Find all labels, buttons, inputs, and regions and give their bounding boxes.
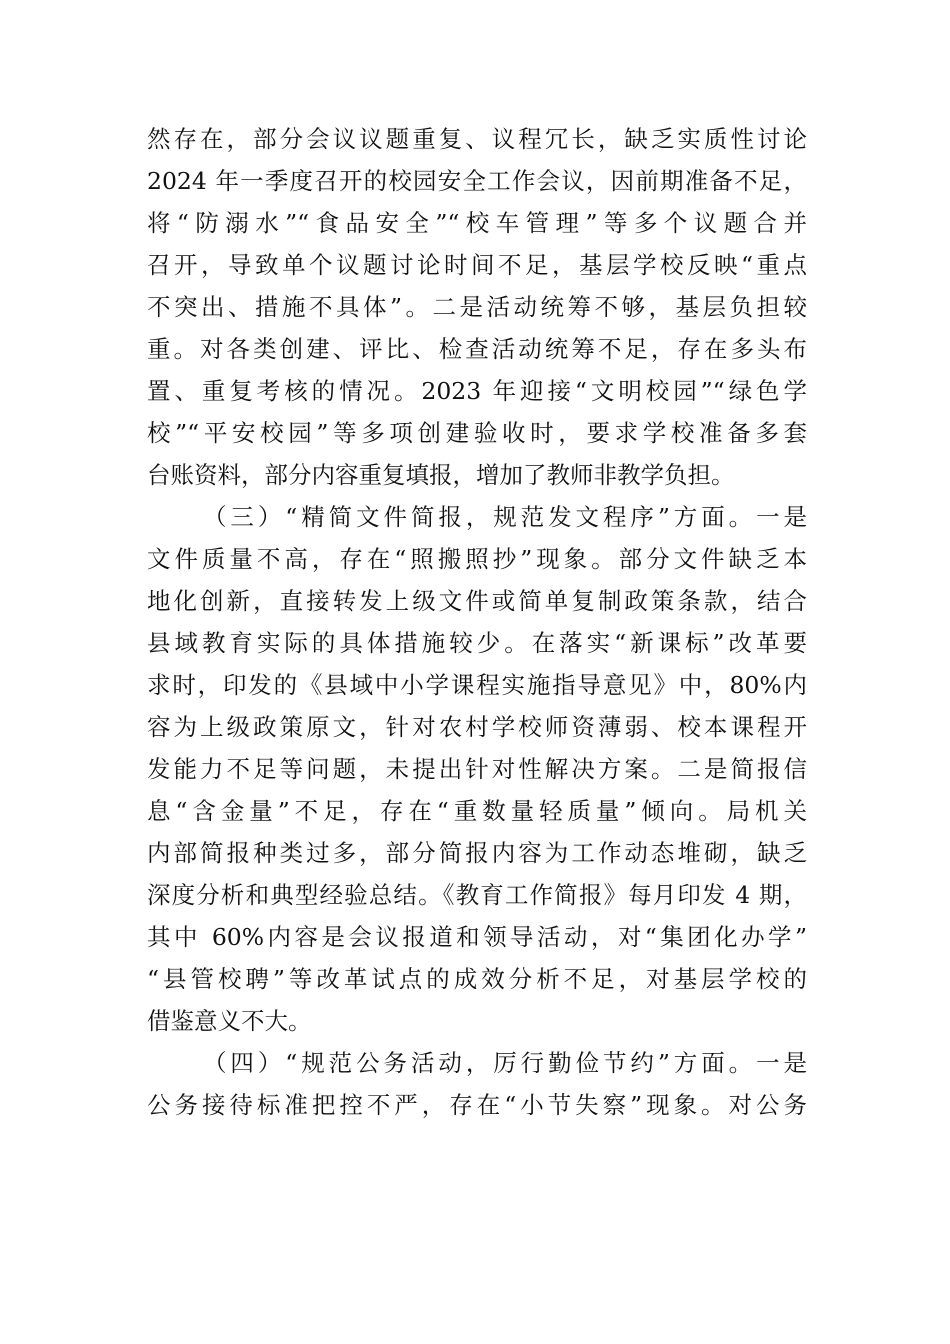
text-line: 不突出、措施不具体”。二是活动统筹不够，基层负担较 (147, 293, 807, 321)
text-line: 借鉴意义不大。 (147, 1007, 312, 1035)
text-line: 深度分析和典型经验总结。《教育工作简报》每月印发 4 期， (147, 881, 807, 909)
text-line: 求时，印发的《县域中小学课程实施指导意见》中，80%内 (147, 671, 807, 699)
text-line: 文件质量不高，存在“照搬照抄”现象。部分文件缺乏本 (147, 545, 807, 573)
text-line: 台账资料，部分内容重复填报，增加了教师非教学负担。 (147, 461, 735, 489)
text-line: 公务接待标准把控不严，存在“小节失察”现象。对公务 (147, 1091, 807, 1119)
text-line: 置、重复考核的情况。2023 年迎接“文明校园”“绿色学 (147, 377, 807, 405)
document-body (147, 118, 807, 1126)
text-line: 县域教育实际的具体措施较少。在落实“新课标”改革要 (147, 629, 807, 657)
text-line: “县管校聘”等改革试点的成效分析不足，对基层学校的 (147, 965, 807, 993)
text-line: 校”“平安校园”等多项创建验收时，要求学校准备多套 (147, 419, 807, 447)
text-line: 发能力不足等问题，未提出针对性解决方案。二是简报信 (147, 755, 807, 783)
text-line: 内部简报种类过多，部分简报内容为工作动态堆砌，缺乏 (147, 839, 807, 867)
text-line: 容为上级政策原文，针对农村学校师资薄弱、校本课程开 (147, 713, 807, 741)
section-heading-line: （三）“精简文件简报，规范发文程序”方面。一是 (203, 503, 807, 531)
text-line: 将“防溺水”“食品安全”“校车管理”等多个议题合并 (147, 209, 807, 237)
text-line: 2024 年一季度召开的校园安全工作会议，因前期准备不足， (147, 167, 807, 195)
text-line: 其中 60%内容是会议报道和领导活动，对“集团化办学” (147, 923, 807, 951)
text-line: 然存在，部分会议议题重复、议程冗长，缺乏实质性讨论 (147, 125, 807, 153)
text-line: 地化创新，直接转发上级文件或简单复制政策条款，结合 (147, 587, 807, 615)
text-line: 息“含金量”不足，存在“重数量轻质量”倾向。局机关 (147, 797, 807, 825)
section-heading-line: （四）“规范公务活动，厉行勤俭节约”方面。一是 (203, 1049, 807, 1077)
text-line: 重。对各类创建、评比、检查活动统筹不足，存在多头布 (147, 335, 807, 363)
text-line: 召开，导致单个议题讨论时间不足，基层学校反映“重点 (147, 251, 807, 279)
